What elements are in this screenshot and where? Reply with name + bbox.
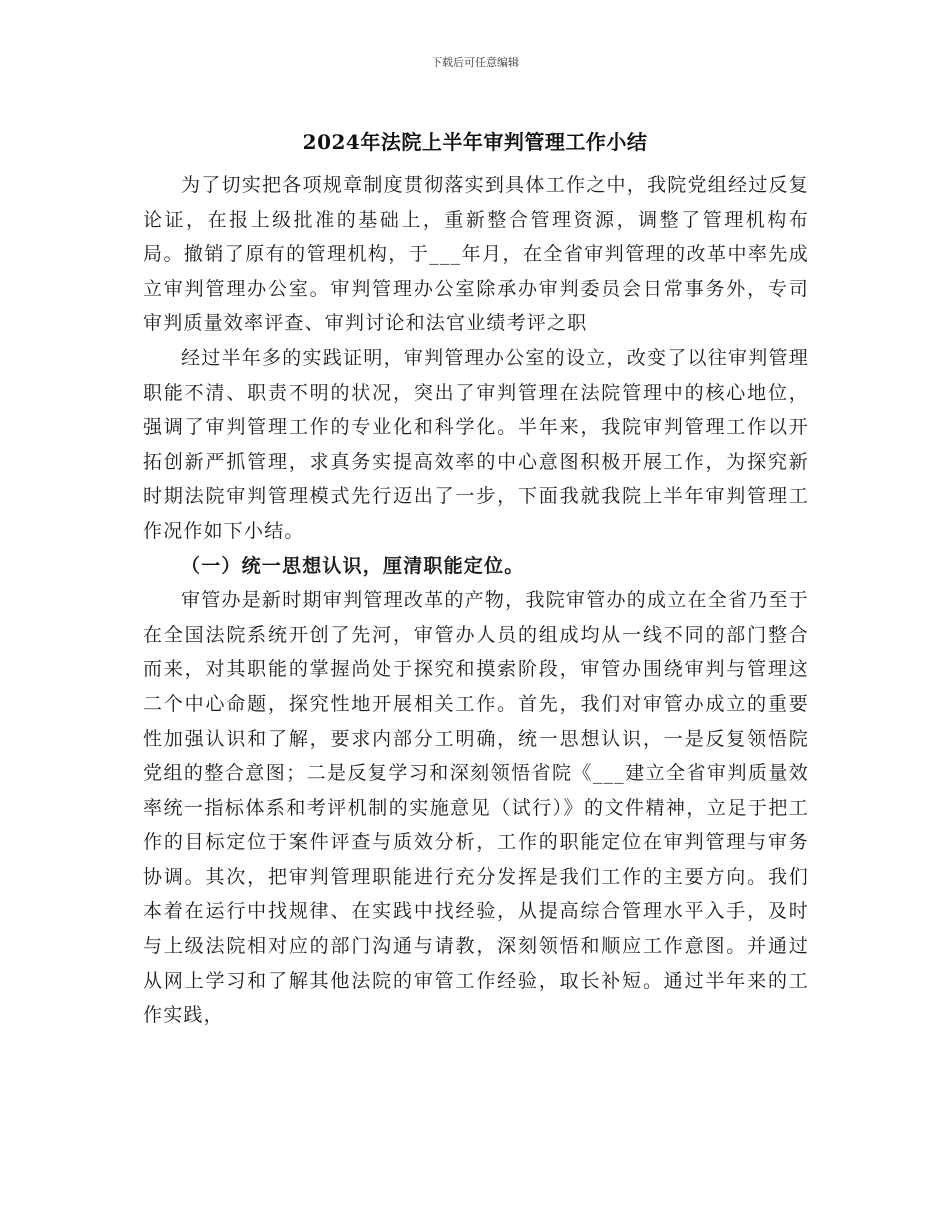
paragraph-section-one: 审管办是新时期审判管理改革的产物，我院审管办的成立在全省乃至于在全国法院系统开创了先河，审管办人员的组成均从一线不同的部门整合而来，对其职能的掌握尚处于探究和摸索阶段，审管办围绕审判与管理这二个中心命题，探究性地开展相关工作。首先，我们对审管办成立的重要性加强认识和了解，要求内部分工明确，统一思想认识，一是反复领悟院党组的整合意图；二是反复学习和深刻领悟省院《___建立全省审判质量效率统一指标体系和考评机制的实施意见（试行）》的文件精神，立足于把工作的目标定位于案件评查与质效分析，工作的职能定位在审判管理与审务协调。其次，把审判管理职能进行充分发挥是我们工作的主要方向。我们本着在运行中找规律、在实践中找经验，从提高综合管理水平入手，及时与上级法院相对应的部门沟通与请教，深刻领悟和顺应工作意图。并通过从网上学习和了解其他法院的审管工作经验，取长补短。通过半年来的工作实践， xyxy=(143,589,809,1027)
document-title: 2024年法院上半年审判管理工作小结 xyxy=(302,130,648,154)
section-heading: （一）统一思想认识，厘清职能定位。 xyxy=(181,554,525,577)
paragraph-practice: 经过半年多的实践证明，审判管理办公室的设立，改变了以往审判管理职能不清、职责不明的状况，突出了审判管理在法院管理中的核心地位，强调了审判管理工作的专业化和科学化。半年来，我院审判管理工作以开拓创新严抓管理，求真务实提高效率的中心意图积极开展工作，为探究新时期法院审判管理模式先行迈出了一步，下面我就我院上半年审判管理工作况作如下小结。 xyxy=(143,346,809,542)
header-note: 下载后可任意编辑 xyxy=(431,56,519,69)
document-body xyxy=(143,168,809,1033)
paragraph-intro: 为了切实把各项规章制度贯彻落实到具体工作之中，我院党组经过反复论证，在报上级批准的基础上，重新整合管理资源，调整了管理机构布局。撤销了原有的管理机构，于___年月，在全省审判管理的改革中率先成立审判管理办公室。审判管理办公室除承办审判委员会日常事务外，专司审判质量效率评查、审判讨论和法官业绩考评之职 xyxy=(143,174,809,335)
